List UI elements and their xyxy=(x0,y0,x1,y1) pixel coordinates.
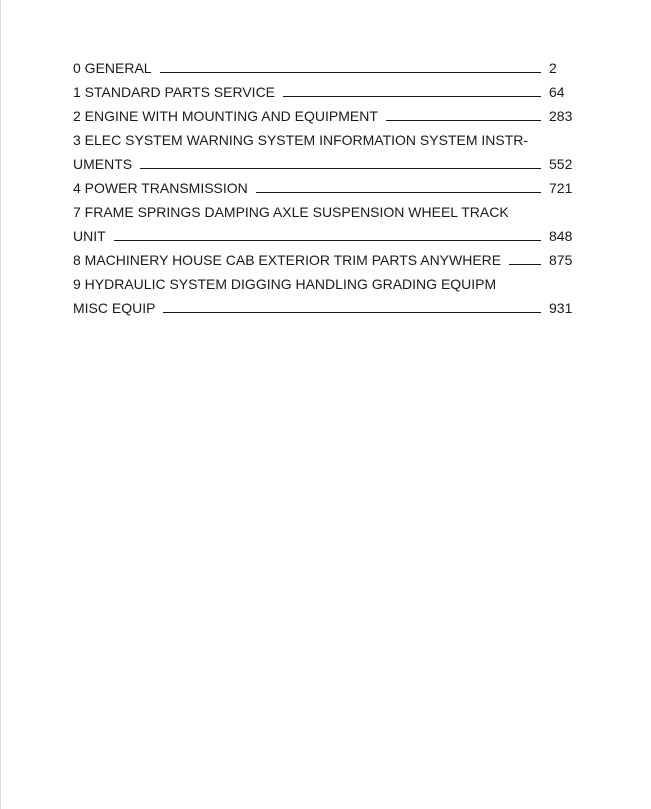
toc-row xyxy=(73,80,573,104)
toc-leader-line xyxy=(283,96,541,97)
toc-leader-line xyxy=(160,72,541,73)
toc-page-number: 848 xyxy=(549,228,573,244)
page-edge xyxy=(0,0,1,809)
toc-entry[interactable] xyxy=(73,176,573,200)
toc-page-number: 552 xyxy=(549,156,573,172)
toc-row xyxy=(73,176,573,200)
toc-page-number: 64 xyxy=(549,84,565,100)
toc-entry-title: 9 HYDRAULIC SYSTEM DIGGING HANDLING GRADING EQUIPM xyxy=(73,276,497,292)
toc-entry-title: 4 POWER TRANSMISSION xyxy=(73,180,248,196)
toc-row xyxy=(73,248,573,272)
toc-page-number: 875 xyxy=(549,252,573,268)
toc-leader-line xyxy=(509,264,541,265)
toc-entry-title: 3 ELEC SYSTEM WARNING SYSTEM INFORMATION SYSTEM INSTR- xyxy=(73,132,529,148)
toc-entry-title: 0 GENERAL xyxy=(73,60,152,76)
toc-leader-line xyxy=(256,192,541,193)
toc-page-number: 931 xyxy=(549,300,573,316)
toc-entry[interactable] xyxy=(73,80,573,104)
toc-entry-title: 8 MACHINERY HOUSE CAB EXTERIOR TRIM PARTS ANYWHERE xyxy=(73,252,502,268)
toc-row xyxy=(73,296,573,320)
toc-page-number: 283 xyxy=(549,108,573,124)
toc-row xyxy=(73,56,573,80)
toc-row xyxy=(73,224,573,248)
toc-leader-line xyxy=(163,312,541,313)
toc-row xyxy=(73,152,573,176)
toc-entry[interactable] xyxy=(73,128,573,176)
toc-entry-title-continued: MISC EQUIP xyxy=(73,300,156,316)
toc-page-number: 2 xyxy=(549,60,557,76)
toc-entry-title: 7 FRAME SPRINGS DAMPING AXLE SUSPENSION WHEEL TRACK xyxy=(73,204,509,220)
toc-leader-line xyxy=(114,240,541,241)
toc-entry[interactable] xyxy=(73,104,573,128)
toc-leader-line xyxy=(386,120,541,121)
toc-entry[interactable] xyxy=(73,248,573,272)
table-of-contents xyxy=(73,56,573,320)
toc-row xyxy=(73,104,573,128)
toc-entry-title-continued: UNIT xyxy=(73,228,106,244)
toc-entry-title: 1 STANDARD PARTS SERVICE xyxy=(73,84,276,100)
toc-page-number: 721 xyxy=(549,180,573,196)
toc-leader-line xyxy=(140,168,541,169)
toc-entry[interactable] xyxy=(73,272,573,320)
toc-entry[interactable] xyxy=(73,200,573,248)
toc-entry[interactable] xyxy=(73,56,573,80)
toc-entry-title: 2 ENGINE WITH MOUNTING AND EQUIPMENT xyxy=(73,108,378,124)
toc-entry-title-continued: UMENTS xyxy=(73,156,133,172)
